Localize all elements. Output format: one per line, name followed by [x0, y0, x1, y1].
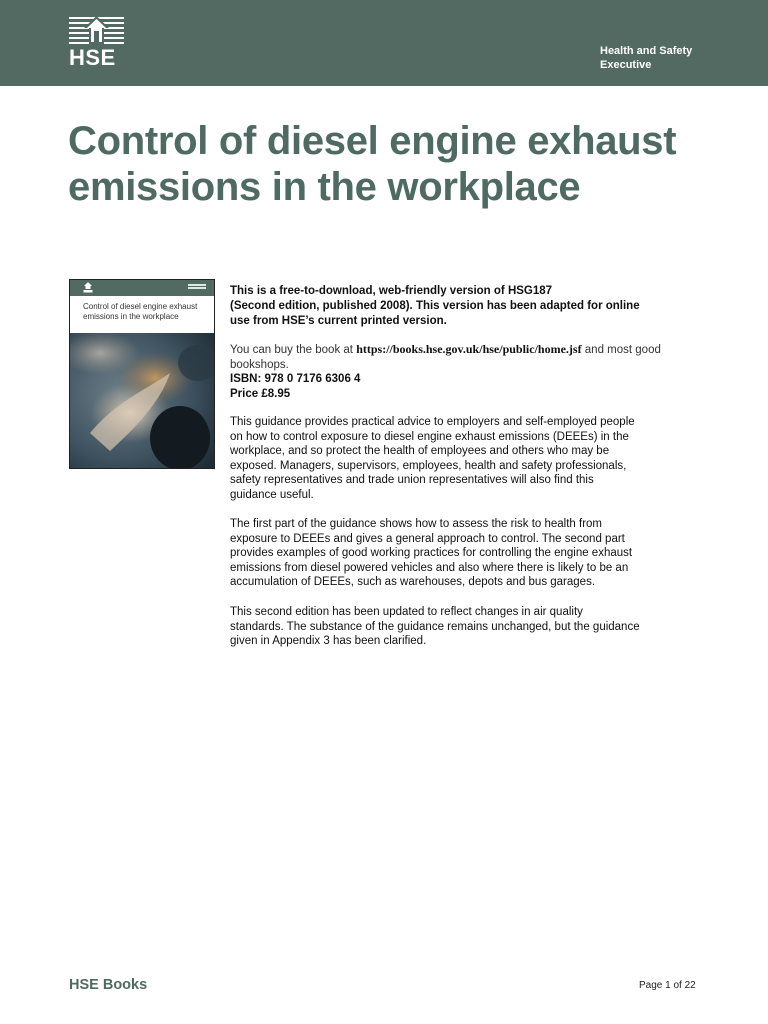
paragraph-line: exposed. Managers, supervisors, employees, health and safety professionals,: [230, 459, 627, 472]
book-cover-image: [69, 279, 215, 469]
paragraph-line: guidance useful.: [230, 488, 314, 501]
paragraph-line: provides examples of good working practices for controlling the engine exhaust: [230, 547, 633, 560]
document-title-line2: emissions in the workplace: [68, 165, 581, 209]
paragraph-line: safety representatives and trade union representatives will also find this: [230, 474, 594, 487]
cover-org-name-mark: [188, 284, 206, 290]
purchase-text: [230, 342, 706, 358]
purchase-suffix-line2: bookshops.: [230, 358, 289, 371]
hse-logo-icon: [69, 16, 126, 46]
hse-logo-text: HSE: [69, 45, 116, 70]
hse-logo: [69, 16, 126, 70]
purchase-suffix: and most good: [581, 344, 661, 356]
body-paragraph: [230, 517, 706, 590]
cover-title-line2: emissions in the workplace: [83, 311, 179, 321]
paragraph-line: accumulation of DEEEs, such as warehouses, depots and bus garages.: [230, 576, 596, 589]
organisation-name-line2: Executive: [600, 59, 652, 71]
cover-title-line1: Control of diesel engine exhaust: [83, 302, 198, 311]
price: Price £8.95: [230, 387, 291, 400]
paragraph-line: on how to control exposure to diesel engine exhaust emissions (DEEEs) in the: [230, 430, 629, 443]
cover-title: [83, 302, 211, 321]
organisation-name-line1: Health and Safety: [600, 45, 693, 57]
paragraph-line: given in Appendix 3 has been clarified.: [230, 635, 427, 648]
document-title-line1: Control of diesel engine exhaust: [68, 119, 677, 163]
intro-statement: [230, 284, 706, 329]
intro-line: This is a free-to-download, web-friendly version of HSG187: [230, 285, 553, 297]
page-indicator: Page 1 of 22: [639, 980, 696, 991]
footer-publisher: HSE Books: [69, 977, 148, 993]
body-paragraph: [230, 415, 706, 503]
bookshop-link[interactable]: https://books.hse.gov.uk/hse/public/home.jsf: [356, 342, 582, 356]
page-header: [0, 0, 768, 86]
paragraph-line: emissions from diesel powered vehicles and also where there is likely to be an: [230, 561, 629, 574]
cover-hse-logo-icon: [83, 282, 93, 293]
paragraph-line: This second edition has been updated to reflect changes in air quality: [230, 606, 583, 618]
organisation-name: [600, 44, 692, 72]
paragraph-line: workplace, and so protect the health of employees and others who may be: [230, 445, 610, 458]
purchase-prefix: You can buy the book at: [230, 344, 357, 356]
body-paragraph: [230, 605, 706, 649]
cover-header-band: [70, 280, 214, 296]
isbn: ISBN: 978 0 7176 6306 4: [230, 373, 361, 385]
paragraph-line: exposure to DEEEs and gives a general approach to control. The second part: [230, 532, 625, 545]
paragraph-line: This guidance provides practical advice to employers and self-employed people: [230, 416, 635, 428]
intro-line: (Second edition, published 2008). This version has been adapted for online: [230, 300, 640, 312]
document-title: [68, 118, 728, 210]
cover-smoke-photo: [70, 333, 214, 469]
paragraph-line: standards. The substance of the guidance remains unchanged, but the guidance: [230, 620, 640, 633]
purchase-info: [230, 342, 706, 401]
intro-line: use from HSE’s current printed version.: [230, 315, 447, 327]
paragraph-line: The first part of the guidance shows how to assess the risk to health from: [230, 518, 603, 530]
